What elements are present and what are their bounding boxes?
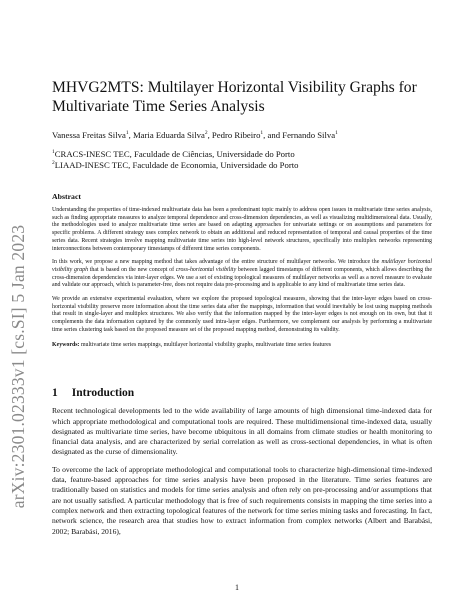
page-number: 1 <box>235 583 239 592</box>
keywords-text: multivariate time series mappings, multilayer horizontal visibility graphs, multivariate time series features <box>79 341 332 348</box>
paper-title <box>52 78 432 116</box>
section-heading <box>52 386 432 400</box>
abstract-paragraph: We provide an extensive experimental evaluation, where we explore the proposed topological measures, showing that the inter-layer edges based on cross-horizontal visibility preserve more information about the time series data after the mappings, information that would inevitably be lost using mapping methods that result in single-layer and multiplex structures. We also verify that the information mapped by the inter-layer edges is not enough on its own, but that it complements the data information captured by the commonly used intra-layer edges. Furthermore, we complement our analysis by performing a multivariate time series clustering task based on the proposed measure set of the proposed mapping method, demonstrating its validity. <box>52 296 432 333</box>
author: Maria Eduarda Silva$^2$, <box>132 130 212 140</box>
abstract-paragraph: Understanding the properties of time-indexed multivariate data has been a predominant topic mainly to address open issues in multivariate time series analysis, such as finding appropriate measures to analyze temporal dependence and cross-dimension dependencies, as well as visualizing multidimensional data. Usually, the methodologies used to analyze multivariate time series are based on adapting approaches for univariate settings or on assumptions and parameters for specific problems. A different strategy uses complex network to obtain an additional and reduced representation of temporal and causal properties of the time series data. Recent strategies involve mapping multivariate time series into high-level network structures, specifically into multiplex networks representing interconnections between contemporary timestamps of different time series components. <box>52 207 432 252</box>
title-line-1: MHVG2MTS: Multilayer Horizontal Visibility Graphs for <box>52 79 417 96</box>
affiliation: $^1$CRACS-INESC TEC, Faculdade de Ciências, Universidade do Porto <box>52 149 295 159</box>
body-paragraph: Recent technological developments led to the wide availability of large amounts of high dimensional time-indexed data for which appropriate methodological and computational tools are required. These multidimensional time-indexed data, usually designated as multivariate time series, have become ubiquitous in all domains from climate studies or health monitoring to financial data analysis, and are characterized by serial correlation as well as cross-sectional dependencies, in what is often designated as the curse of dimensionality. <box>52 406 432 457</box>
keywords <box>52 342 432 350</box>
arxiv-identifier-text: arXiv:2301.02333v1 [cs.SI] 5 Jan 2023 <box>8 224 29 508</box>
paper-first-page <box>52 78 432 537</box>
author: Fernando Silva$^1$ <box>282 130 338 140</box>
author-list <box>52 130 432 141</box>
keywords-label: Keywords: <box>52 341 80 348</box>
section-number: 1 <box>52 387 58 400</box>
author: Pedro Ribeiro$^1$, and <box>211 130 283 140</box>
author: Vanessa Freitas Silva$^1$, <box>52 130 133 140</box>
arxiv-identifier-stamp <box>4 176 34 556</box>
body-paragraph: To overcome the lack of appropriate methodological and computational tools to characterize high-dimensional time-indexed data, feature-based approaches for time series analysis have been proposed in the literature. Time series features are traditionally based on statistics and models for time series analysis and often rely on pre-processing and/or assumptions that are not usually satisfied. A particular methodology that is free of such requirements consists in mapping the time series into a complex network and then extracting topological features of the network for time series mining tasks and forecasting. In fact, network science, the research area that studies how to extract information from complex networks (Albert and Barabási, 2002; Barabási, 2016), <box>52 464 432 536</box>
affiliation: $^2$LIAAD-INESC TEC, Faculdade de Economia, Universidade do Porto <box>52 160 299 170</box>
abstract-paragraph: In this work, we propose a new mapping method that takes advantage of the entire structure of multilayer networks. We introduce the multilayer horizontal visibility graph that is based on the new concept of cross-horizontal visibility between lagged timestamps of different components, which allows describing the cross-dimension dependencies via inter-layer edges. We use a set of existing topological measures of multilayer networks as well as a novel measure to evaluate and validate our approach, which is parameter-free, does not require data pre-processing and is applicable to any kind of multivariate time series data. <box>52 259 432 289</box>
section-title: Introduction <box>71 387 135 400</box>
title-line-2: Multivariate Time Series Analysis <box>52 98 265 115</box>
abstract-heading: Abstract <box>52 192 82 201</box>
